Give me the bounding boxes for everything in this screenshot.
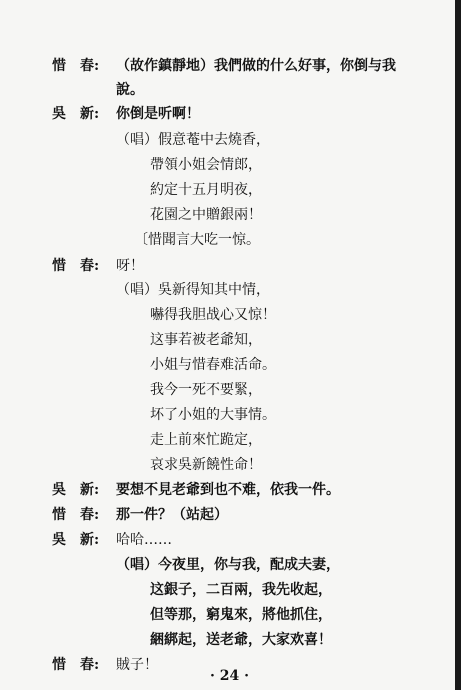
dialogue-line	[52, 530, 172, 550]
page-number: · 24 ·	[210, 668, 249, 684]
song-line	[150, 355, 276, 375]
speaker-label: 惜 春:	[52, 507, 100, 523]
line-text: 嚇得我胆战心又惊！	[150, 307, 276, 323]
line-text: 坏了小姐的大事情。	[150, 407, 276, 423]
song-line	[150, 305, 276, 325]
song-line	[116, 280, 270, 300]
line-text: 你倒是听啊！	[116, 106, 200, 122]
line-text: 哀求吳新饒性命！	[150, 457, 262, 473]
line-text: 走上前來忙跪定，	[150, 432, 262, 448]
dialogue-line	[52, 505, 228, 525]
line-text: 花園之中贈銀兩！	[150, 207, 262, 223]
line-text: 我今一死不要緊，	[150, 382, 262, 398]
dialogue-line	[52, 104, 200, 124]
song-line	[150, 605, 332, 625]
line-text: 綑綁起，送老爺，大家欢喜！	[150, 632, 332, 648]
line-text: 呀！	[116, 258, 144, 274]
song-line	[150, 630, 332, 650]
dialogue-line	[52, 56, 396, 76]
speaker-label: 惜 春:	[52, 58, 100, 74]
dialogue-line	[52, 480, 340, 500]
line-text: 小姐与惜春难活命。	[150, 357, 276, 373]
speaker-label: 吳 新:	[52, 106, 100, 122]
song-line	[150, 380, 262, 400]
line-text: 〔惜聞言大吃一惊。	[134, 232, 260, 248]
line-text: 哈哈……	[116, 532, 172, 548]
line-text: 这銀子，二百兩，我先收起，	[150, 582, 332, 598]
song-line	[150, 180, 262, 200]
line-text: （唱）今夜里，你与我，配成夫妻，	[116, 557, 340, 573]
line-text: 那一件？（站起）	[116, 507, 228, 523]
speaker-label: 吳 新:	[52, 532, 100, 548]
song-line	[150, 430, 262, 450]
stage-direction	[134, 230, 260, 250]
speaker-label: 惜 春:	[52, 657, 100, 673]
song-line	[150, 155, 262, 175]
line-text: 約定十五月明夜，	[150, 182, 262, 198]
line-text: （唱）假意菴中去燒香，	[116, 132, 270, 148]
dialogue-line	[52, 655, 158, 675]
line-text: 帶領小姐会情郎，	[150, 157, 262, 173]
song-line	[116, 130, 270, 150]
speaker-label: 吳 新:	[52, 482, 100, 498]
song-line	[150, 580, 332, 600]
line-text: （故作鎮靜地）我們做的什么好事，你倒与我	[116, 58, 396, 74]
line-text: 要想不見老爺到也不难，依我一件。	[116, 482, 340, 498]
line-text: （唱）吳新得知其中情，	[116, 282, 270, 298]
speaker-label: 惜 春:	[52, 258, 100, 274]
line-text: 这事若被老爺知，	[150, 332, 262, 348]
line-text: 賊子！	[116, 657, 158, 673]
dialogue-line	[52, 256, 144, 276]
page-edge	[455, 0, 461, 690]
song-line	[150, 455, 262, 475]
line-text: 但等那，窮鬼來，將他抓住，	[150, 607, 332, 623]
song-line	[150, 205, 262, 225]
dialogue-line	[116, 80, 144, 100]
song-line	[150, 330, 262, 350]
song-line	[150, 405, 276, 425]
song-line	[116, 555, 340, 575]
line-text: 說。	[116, 82, 144, 98]
